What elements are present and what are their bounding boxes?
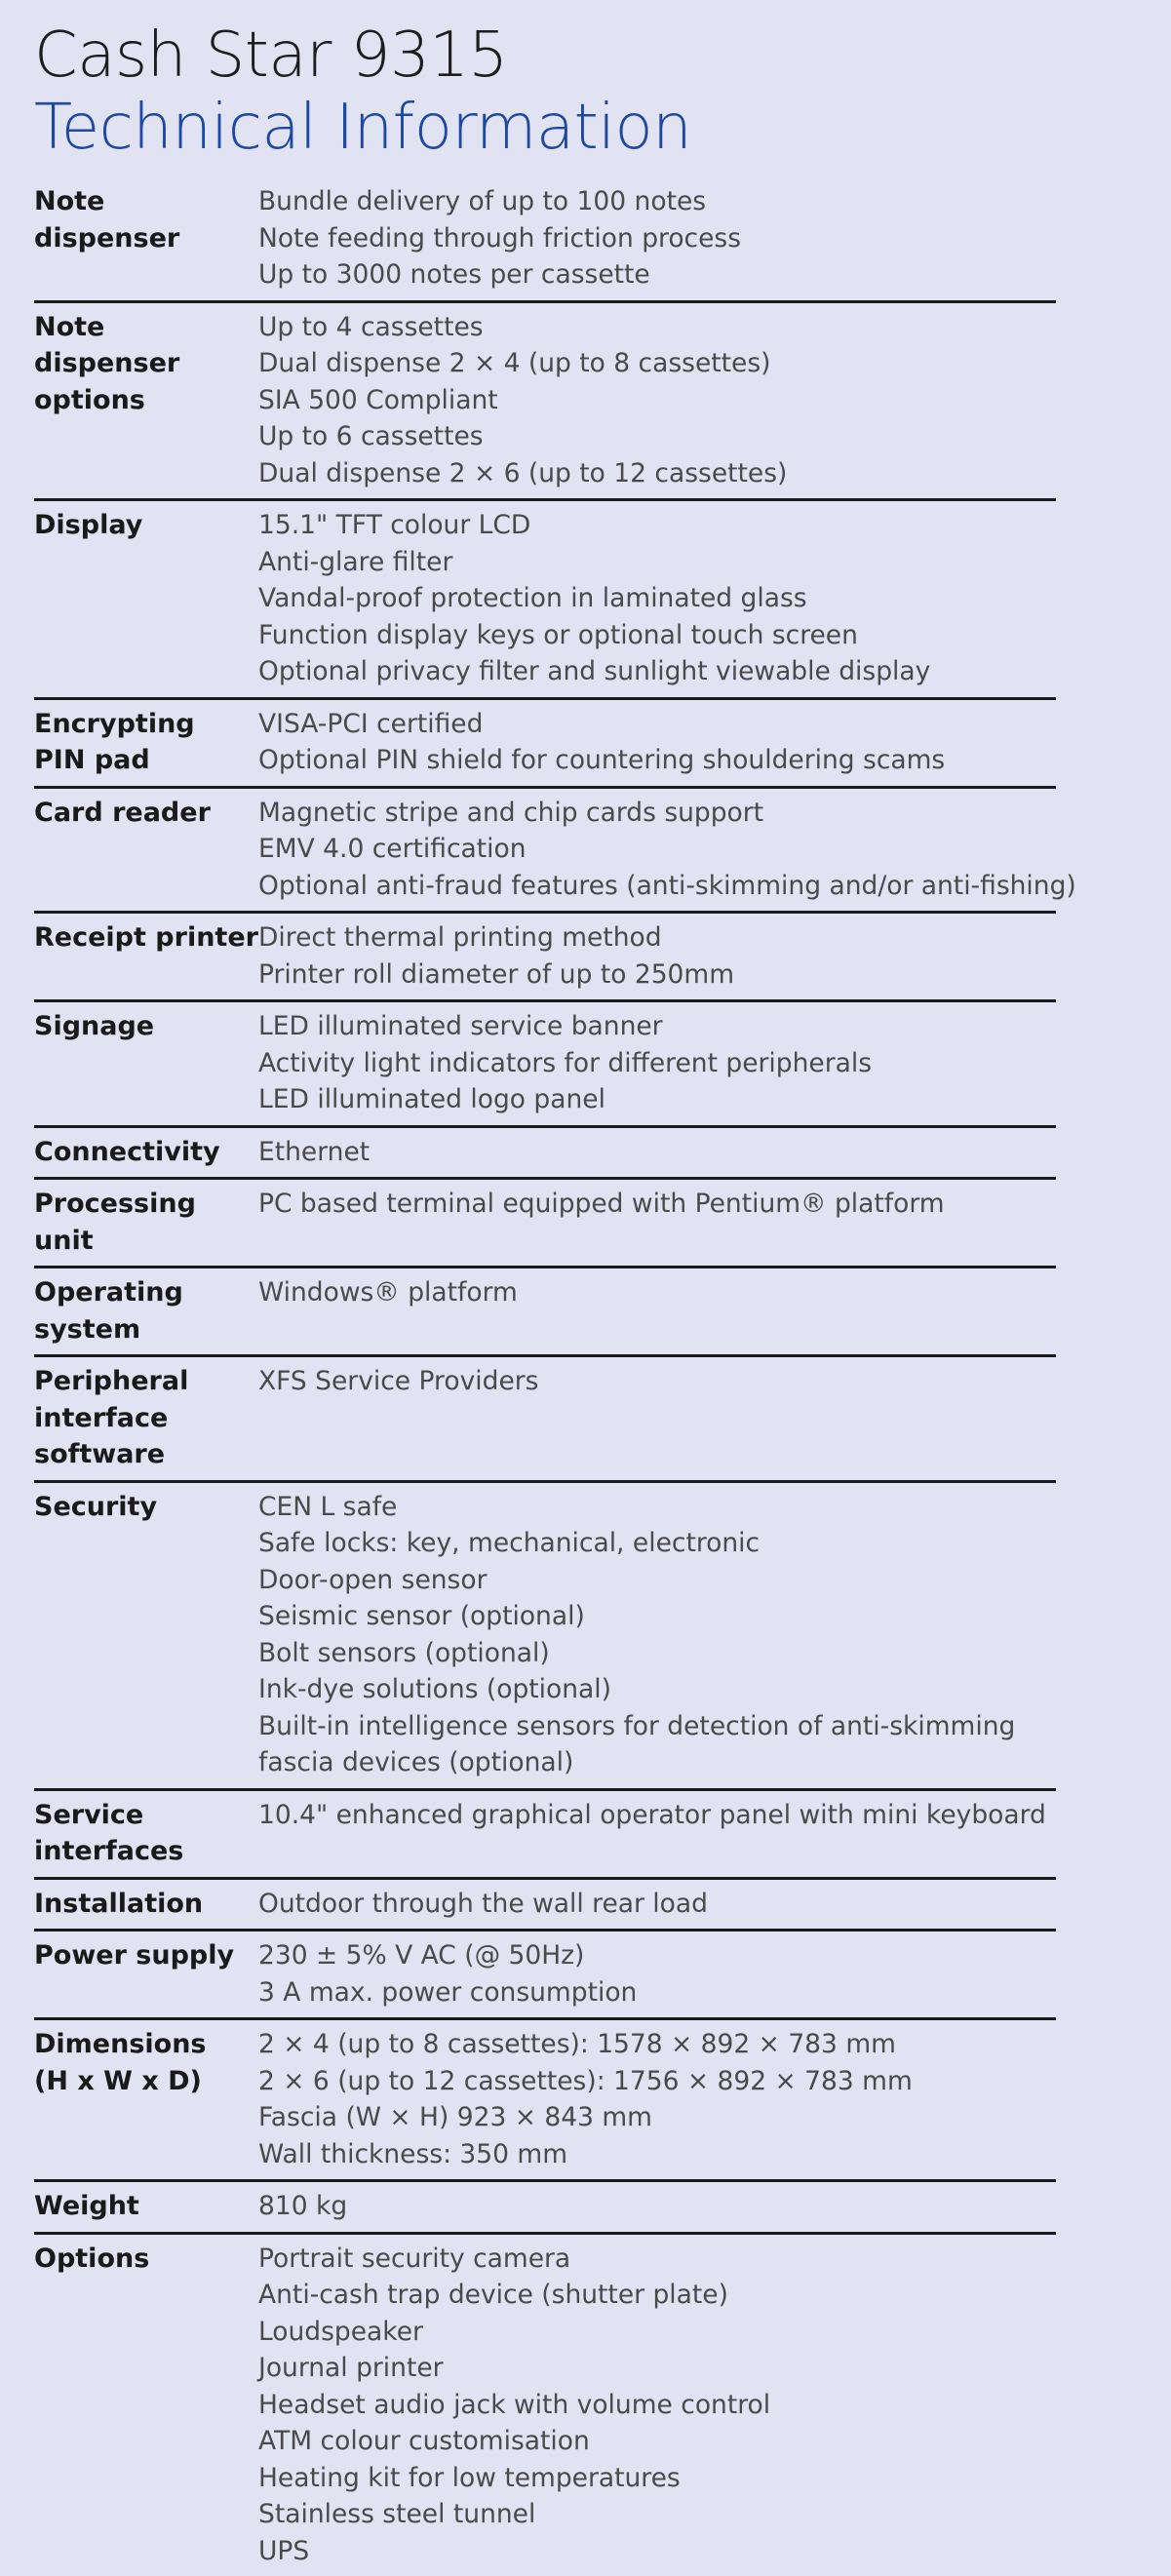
spec-row bbox=[34, 1483, 1056, 1791]
spec-label bbox=[34, 1363, 258, 1473]
spec-value: 2 × 6 (up to 12 cassettes): 1756 × 892 × 783 mm bbox=[258, 2063, 1056, 2100]
spec-label-line: software bbox=[34, 1436, 258, 1473]
spec-value: SIA 500 Compliant bbox=[258, 382, 1056, 419]
spec-values bbox=[258, 1186, 1056, 1259]
spec-value: Seismic sensor (optional) bbox=[258, 1598, 1056, 1635]
spec-label-line: Service bbox=[34, 1797, 258, 1834]
spec-value: Journal printer bbox=[258, 2350, 1056, 2387]
spec-value: Anti-glare filter bbox=[258, 544, 1056, 581]
spec-value: 2 × 4 (up to 8 cassettes): 1578 × 892 × 783 mm bbox=[258, 2026, 1056, 2063]
spec-values bbox=[258, 1274, 1056, 1347]
spec-value: EMV 4.0 certification bbox=[258, 831, 1076, 868]
spec-values bbox=[258, 1886, 1056, 1923]
spec-value: Built-in intelligence sensors for detection of anti-skimming bbox=[258, 1708, 1056, 1745]
spec-value: Up to 3000 notes per cassette bbox=[258, 256, 1056, 293]
spec-value: Optional privacy filter and sunlight viewable display bbox=[258, 653, 1056, 690]
spec-value: Optional PIN shield for countering shouldering scams bbox=[258, 742, 1056, 779]
spec-row bbox=[34, 1002, 1056, 1128]
spec-value: Outdoor through the wall rear load bbox=[258, 1886, 1056, 1923]
spec-label bbox=[34, 2241, 258, 2570]
spec-label bbox=[34, 309, 258, 492]
spec-value: CEN L safe bbox=[258, 1489, 1056, 1526]
spec-value: Note feeding through friction process bbox=[258, 220, 1056, 257]
spec-value: Vandal-proof protection in laminated glass bbox=[258, 580, 1056, 617]
spec-label bbox=[34, 1489, 258, 1781]
spec-value: Anti-cash trap device (shutter plate) bbox=[258, 2277, 1056, 2314]
spec-value: Ethernet bbox=[258, 1134, 1056, 1171]
spec-row bbox=[34, 1180, 1056, 1268]
spec-label-line: Receipt printer bbox=[34, 919, 258, 956]
spec-label-line: interface bbox=[34, 1400, 258, 1437]
spec-label bbox=[34, 183, 258, 293]
spec-value: 15.1" TFT colour LCD bbox=[258, 507, 1056, 544]
spec-label-line: Encrypting bbox=[34, 706, 258, 743]
spec-label bbox=[34, 1937, 258, 2010]
spec-label bbox=[34, 1186, 258, 1259]
spec-label bbox=[34, 795, 258, 905]
spec-values bbox=[258, 706, 1056, 779]
spec-value: Bolt sensors (optional) bbox=[258, 1635, 1056, 1672]
page-title: Cash Star 9315 bbox=[34, 20, 1171, 92]
spec-label-line: options bbox=[34, 382, 258, 419]
spec-value: Dual dispense 2 × 4 (up to 8 cassettes) bbox=[258, 345, 1056, 382]
spec-row bbox=[34, 501, 1056, 700]
spec-value: 810 kg bbox=[258, 2188, 1056, 2225]
spec-label-line: Operating bbox=[34, 1274, 258, 1311]
spec-label bbox=[34, 706, 258, 779]
spec-value: Headset audio jack with volume control bbox=[258, 2387, 1056, 2424]
spec-row bbox=[34, 2020, 1056, 2182]
spec-label bbox=[34, 1008, 258, 1118]
spec-values bbox=[258, 2241, 1056, 2570]
spec-value: Stainless steel tunnel bbox=[258, 2496, 1056, 2533]
spec-label-line: Options bbox=[34, 2241, 258, 2278]
spec-value: LED illuminated service banner bbox=[258, 1008, 1056, 1045]
spec-value: Safe locks: key, mechanical, electronic bbox=[258, 1525, 1056, 1562]
spec-value: Activity light indicators for different peripherals bbox=[258, 1045, 1056, 1082]
spec-value: ATM colour customisation bbox=[258, 2423, 1056, 2460]
spec-values bbox=[258, 1937, 1056, 2010]
spec-value: Up to 4 cassettes bbox=[258, 309, 1056, 346]
spec-value: UPS bbox=[258, 2533, 1056, 2570]
spec-row bbox=[34, 789, 1056, 915]
spec-row bbox=[34, 1791, 1056, 1880]
spec-label-line: PIN pad bbox=[34, 742, 258, 779]
spec-label-line: Peripheral bbox=[34, 1363, 258, 1400]
spec-label-line: Weight bbox=[34, 2188, 258, 2225]
spec-row bbox=[34, 303, 1056, 502]
spec-label bbox=[34, 1274, 258, 1347]
spec-label bbox=[34, 1886, 258, 1923]
spec-label-line: (H x W x D) bbox=[34, 2063, 258, 2100]
spec-value: LED illuminated logo panel bbox=[258, 1081, 1056, 1118]
spec-label-line: Security bbox=[34, 1489, 258, 1526]
spec-value: Portrait security camera bbox=[258, 2241, 1056, 2278]
spec-label bbox=[34, 1134, 258, 1171]
spec-row bbox=[34, 2182, 1056, 2235]
spec-label-line: Dimensions bbox=[34, 2026, 258, 2063]
spec-row bbox=[34, 1268, 1056, 1357]
spec-row bbox=[34, 700, 1056, 789]
spec-value: 230 ± 5% V AC (@ 50Hz) bbox=[258, 1937, 1056, 1974]
spec-label bbox=[34, 2026, 258, 2172]
spec-label-line: Display bbox=[34, 507, 258, 544]
spec-value: VISA-PCI certified bbox=[258, 706, 1056, 743]
spec-values bbox=[258, 1489, 1056, 1781]
spec-values bbox=[258, 309, 1056, 492]
spec-value: 10.4" enhanced graphical operator panel with mini keyboard bbox=[258, 1797, 1056, 1834]
spec-value: Wall thickness: 350 mm bbox=[258, 2136, 1056, 2173]
spec-value: Up to 6 cassettes bbox=[258, 418, 1056, 455]
spec-values bbox=[258, 1363, 1056, 1473]
spec-label-line: system bbox=[34, 1311, 258, 1348]
spec-row bbox=[34, 1932, 1056, 2020]
spec-values bbox=[258, 919, 1056, 993]
spec-value: Bundle delivery of up to 100 notes bbox=[258, 183, 1056, 220]
spec-row bbox=[34, 1357, 1056, 1483]
spec-value: Door-open sensor bbox=[258, 1562, 1056, 1599]
spec-label-line: Note dispenser bbox=[34, 309, 258, 382]
spec-values bbox=[258, 2026, 1056, 2172]
spec-row bbox=[34, 183, 1056, 303]
spec-row bbox=[34, 1128, 1056, 1181]
spec-values bbox=[258, 1134, 1056, 1171]
spec-row bbox=[34, 914, 1056, 1002]
spec-label-line: Card reader bbox=[34, 795, 258, 832]
spec-values bbox=[258, 2188, 1056, 2225]
spec-value: Windows® platform bbox=[258, 1274, 1056, 1311]
spec-row bbox=[34, 1880, 1056, 1932]
spec-label-line: Note dispenser bbox=[34, 183, 258, 256]
spec-values bbox=[258, 1008, 1056, 1118]
spec-value: Printer roll diameter of up to 250mm bbox=[258, 956, 1056, 994]
spec-value: Loudspeaker bbox=[258, 2314, 1056, 2351]
spec-label bbox=[34, 507, 258, 690]
spec-value: Function display keys or optional touch screen bbox=[258, 617, 1056, 654]
spec-label bbox=[34, 2188, 258, 2225]
spec-value: XFS Service Providers bbox=[258, 1363, 1056, 1400]
spec-label-line: Processing unit bbox=[34, 1186, 258, 1259]
spec-values bbox=[258, 183, 1056, 293]
spec-value: Optional anti-fraud features (anti-skimming and/or anti-fishing) bbox=[258, 868, 1076, 905]
spec-label-line: interfaces bbox=[34, 1833, 258, 1870]
spec-value: Direct thermal printing method bbox=[258, 919, 1056, 956]
spec-value: Fascia (W × H) 923 × 843 mm bbox=[258, 2099, 1056, 2136]
spec-label bbox=[34, 1797, 258, 1870]
spec-label-line: Installation bbox=[34, 1886, 258, 1923]
spec-value: Heating kit for low temperatures bbox=[258, 2460, 1056, 2497]
spec-value: PC based terminal equipped with Pentium® platform bbox=[258, 1186, 1056, 1223]
spec-row bbox=[34, 2235, 1056, 2576]
spec-value: fascia devices (optional) bbox=[258, 1744, 1056, 1781]
spec-label-line: Signage bbox=[34, 1008, 258, 1045]
spec-values bbox=[258, 507, 1056, 690]
spec-table bbox=[34, 183, 1056, 2576]
spec-value: Magnetic stripe and chip cards support bbox=[258, 795, 1076, 832]
spec-values bbox=[258, 795, 1076, 905]
page-subtitle: Technical Information bbox=[34, 92, 1171, 164]
spec-value: Ink-dye solutions (optional) bbox=[258, 1671, 1056, 1708]
spec-value: Dual dispense 2 × 6 (up to 12 cassettes) bbox=[258, 455, 1056, 492]
spec-values bbox=[258, 1797, 1056, 1870]
spec-value: 3 A max. power consumption bbox=[258, 1974, 1056, 2011]
spec-label-line: Connectivity bbox=[34, 1134, 258, 1171]
spec-label bbox=[34, 919, 258, 993]
spec-label-line: Power supply bbox=[34, 1937, 258, 1974]
